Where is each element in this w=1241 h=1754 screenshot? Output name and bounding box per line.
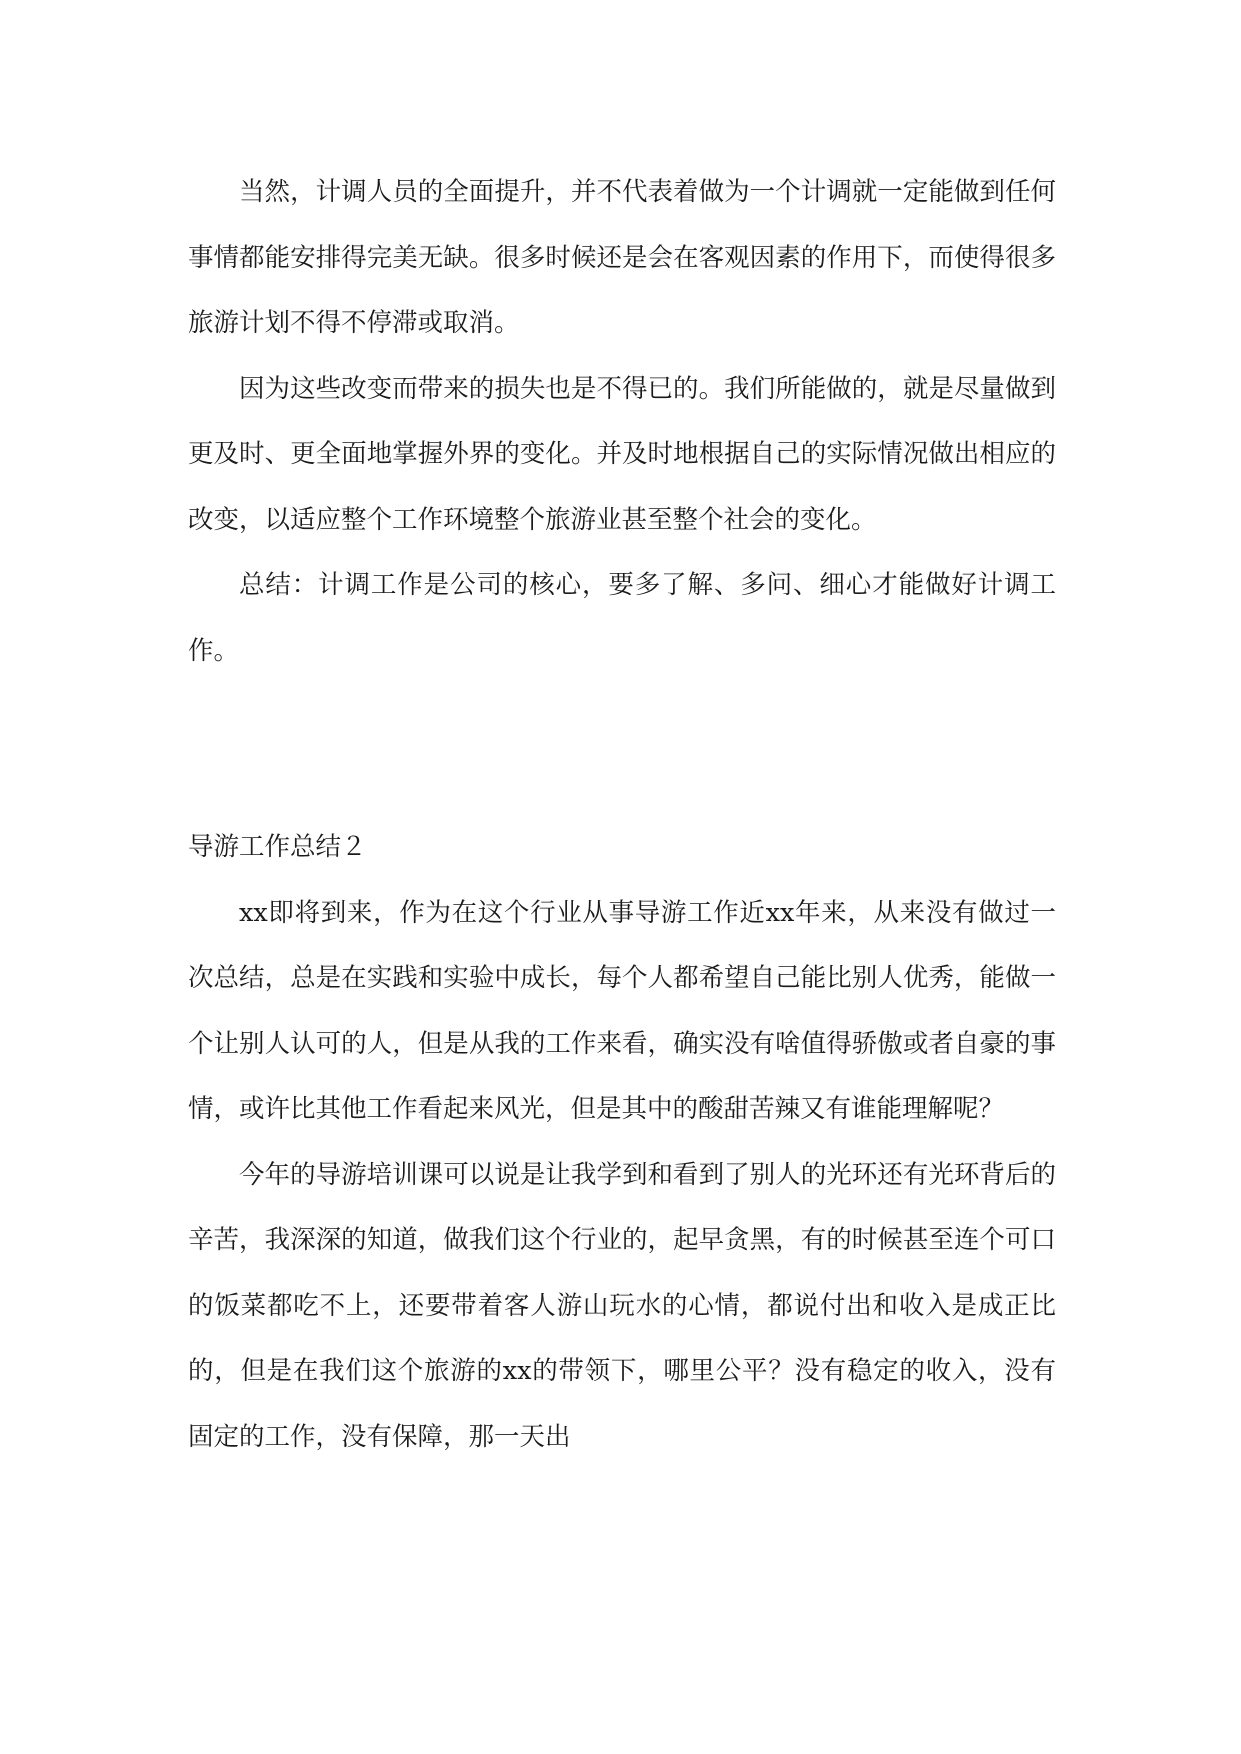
paragraph-guide-intro: xx即将到来，作为在这个行业从事导游工作近xx年来，从来没有做过一次总结，总是在实践和实验中成长，每个人都希望自己能比别人优秀，能做一个让别人认可的人，但是从我的工作来看，确实没有啥值得骄傲或者自豪的事情，或许比其他工作看起来风光，但是其中的酸甜苦辣又有谁能理解呢？ [188,897,1056,1124]
paragraph-loss-adaptation: 因为这些改变而带来的损失也是不得已的。我们所能做的，就是尽量做到更及时、更全面地掌握外界的变化。并及时地根据自己的实际情况做出相应的改变，以适应整个工作环境整个旅游业甚至整个社会的变化。 [188,373,1056,535]
paragraph-planning-improvement: 当然，计调人员的全面提升，并不代表着做为一个计调就一定能做到任何事情都能安排得完美无缺。很多时候还是会在客观因素的作用下，而使得很多旅游计划不得不停滞或取消。 [188,177,1056,338]
document-body [188,160,1056,1470]
paragraph-guide-training: 今年的导游培训课可以说是让我学到和看到了别人的光环还有光环背后的辛苦，我深深的知道，做我们这个行业的，起早贪黑，有的时候甚至连个可口的饭菜都吃不上，还要带着客人游山玩水的心情，都说付出和收入是成正比的，但是在我们这个旅游的xx的带领下，哪里公平？没有稳定的收入，没有固定的工作，没有保障，那一天出 [188,1159,1056,1452]
paragraph-summary: 总结：计调工作是公司的核心，要多了解、多问、细心才能做好计调工作。 [188,570,1056,666]
section-title: 导游工作总结２ [188,832,367,862]
section-spacer [188,684,1056,815]
